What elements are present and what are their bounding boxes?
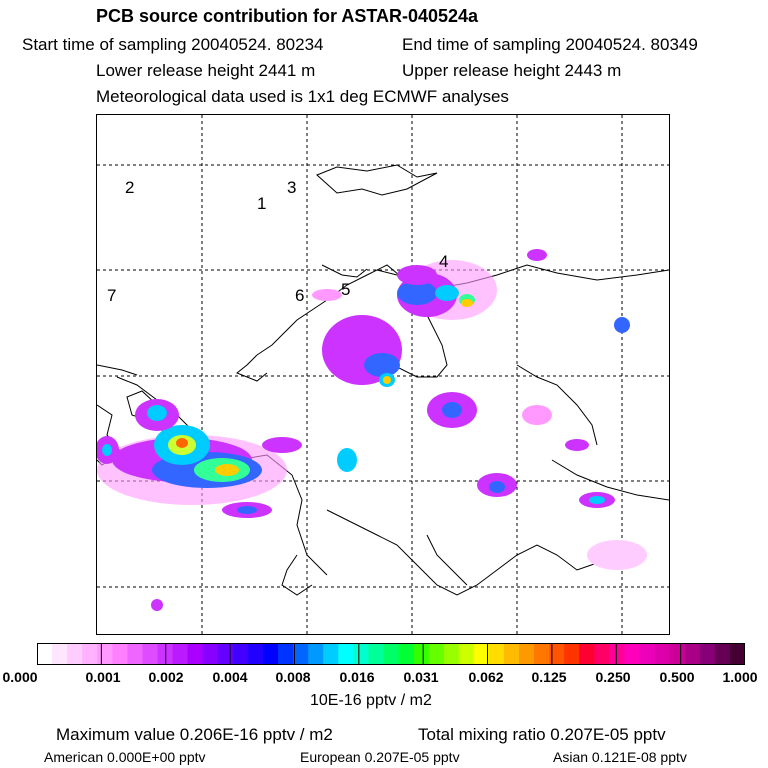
color-scale-swatch [730, 643, 745, 665]
region-label-6: 6 [295, 286, 305, 305]
color-scale-swatch [399, 643, 415, 665]
color-scale-swatch [429, 643, 445, 665]
asian-contribution-label: Asian 0.121E-08 pptv [553, 749, 687, 765]
colorbar-tick-label: 0.002 [148, 669, 184, 685]
colorbar-unit-label: 10E-16 pptv / m2 [310, 692, 432, 709]
met-data-label: Meteorological data used is 1x1 deg ECMWF analyses [96, 87, 509, 106]
color-scale-swatch [188, 643, 204, 665]
color-scale-swatch [308, 643, 324, 665]
colorbar-tick-label: 0.001 [85, 669, 121, 685]
region-label-5: 5 [341, 280, 351, 299]
color-scale-swatch [534, 643, 550, 665]
american-contribution-label: American 0.000E+00 pptv [44, 749, 206, 765]
color-scale-swatch [655, 643, 671, 665]
color-scale-swatch [127, 643, 143, 665]
color-scale-svg [37, 643, 745, 665]
color-scale-swatch [52, 643, 68, 665]
upper-release-label: Upper release height 2443 m [402, 61, 622, 80]
color-scale-swatch [700, 643, 716, 665]
color-scale-swatch [67, 643, 83, 665]
color-scale-swatch [459, 643, 475, 665]
color-scale-swatch [685, 643, 701, 665]
color-scale-swatch [444, 643, 460, 665]
maximum-value-label: Maximum value 0.206E-16 pptv / m2 [56, 725, 333, 744]
region-label-1: 1 [257, 194, 267, 213]
color-scale-swatch [594, 643, 610, 665]
color-scale-swatch [142, 643, 158, 665]
color-scale-swatch [640, 643, 656, 665]
color-scale-swatch [233, 643, 249, 665]
color-scale-bar [37, 643, 745, 665]
colorbar-tick-label: 0.250 [595, 669, 631, 685]
color-scale-swatch [579, 643, 595, 665]
color-scale-swatch [353, 643, 369, 665]
colorbar-tick-label: 0.008 [275, 669, 311, 685]
color-scale-swatch [293, 643, 309, 665]
color-scale-swatch [715, 643, 731, 665]
color-scale-swatch [97, 643, 113, 665]
color-scale-swatch [368, 643, 384, 665]
color-scale-swatch [278, 643, 294, 665]
plume-field [97, 249, 647, 611]
color-scale-swatch [37, 643, 53, 665]
colorbar-tick-label: 0.062 [468, 669, 504, 685]
color-scale-swatch [670, 643, 686, 665]
color-scale-swatch [624, 643, 640, 665]
region-label-3: 3 [287, 178, 297, 197]
color-scale-swatch [218, 643, 234, 665]
european-contribution-label: European 0.207E-05 pptv [300, 749, 460, 765]
total-mixing-ratio-label: Total mixing ratio 0.207E-05 pptv [418, 725, 666, 744]
plot-title: PCB source contribution for ASTAR-040524a [96, 6, 479, 26]
color-scale-swatch [82, 643, 98, 665]
color-scale-swatch [173, 643, 189, 665]
color-scale-swatch [323, 643, 339, 665]
color-scale-swatch [338, 643, 354, 665]
color-scale-swatch [383, 643, 399, 665]
color-scale-swatch [263, 643, 279, 665]
region-label-4: 4 [439, 252, 449, 271]
color-scale-swatch [203, 643, 219, 665]
region-label-7: 7 [107, 286, 117, 305]
color-scale-swatch [609, 643, 625, 665]
color-scale-swatch [564, 643, 580, 665]
colorbar-tick-label: 0.004 [212, 669, 248, 685]
color-scale-swatch [489, 643, 505, 665]
start-time-label: Start time of sampling 20040524. 80234 [22, 35, 324, 54]
colorbar-tick-label: 1.000 [722, 669, 758, 685]
color-scale-swatch [504, 643, 520, 665]
colorbar-tick-label: 0.031 [403, 669, 439, 685]
colorbar-tick-label: 0.016 [339, 669, 375, 685]
color-scale-swatch [519, 643, 535, 665]
lower-release-label: Lower release height 2441 m [96, 61, 316, 80]
color-scale-swatch [248, 643, 264, 665]
map-panel [96, 114, 670, 635]
colorbar-tick-label: 0.125 [531, 669, 567, 685]
end-time-label: End time of sampling 20040524. 80349 [402, 35, 698, 54]
color-scale-swatch [112, 643, 128, 665]
colorbar-tick-label: 0.500 [659, 669, 695, 685]
map-canvas [97, 115, 669, 634]
colorbar-tick-label: 0.000 [2, 669, 38, 685]
region-label-2: 2 [125, 178, 135, 197]
color-scale-swatch [414, 643, 430, 665]
